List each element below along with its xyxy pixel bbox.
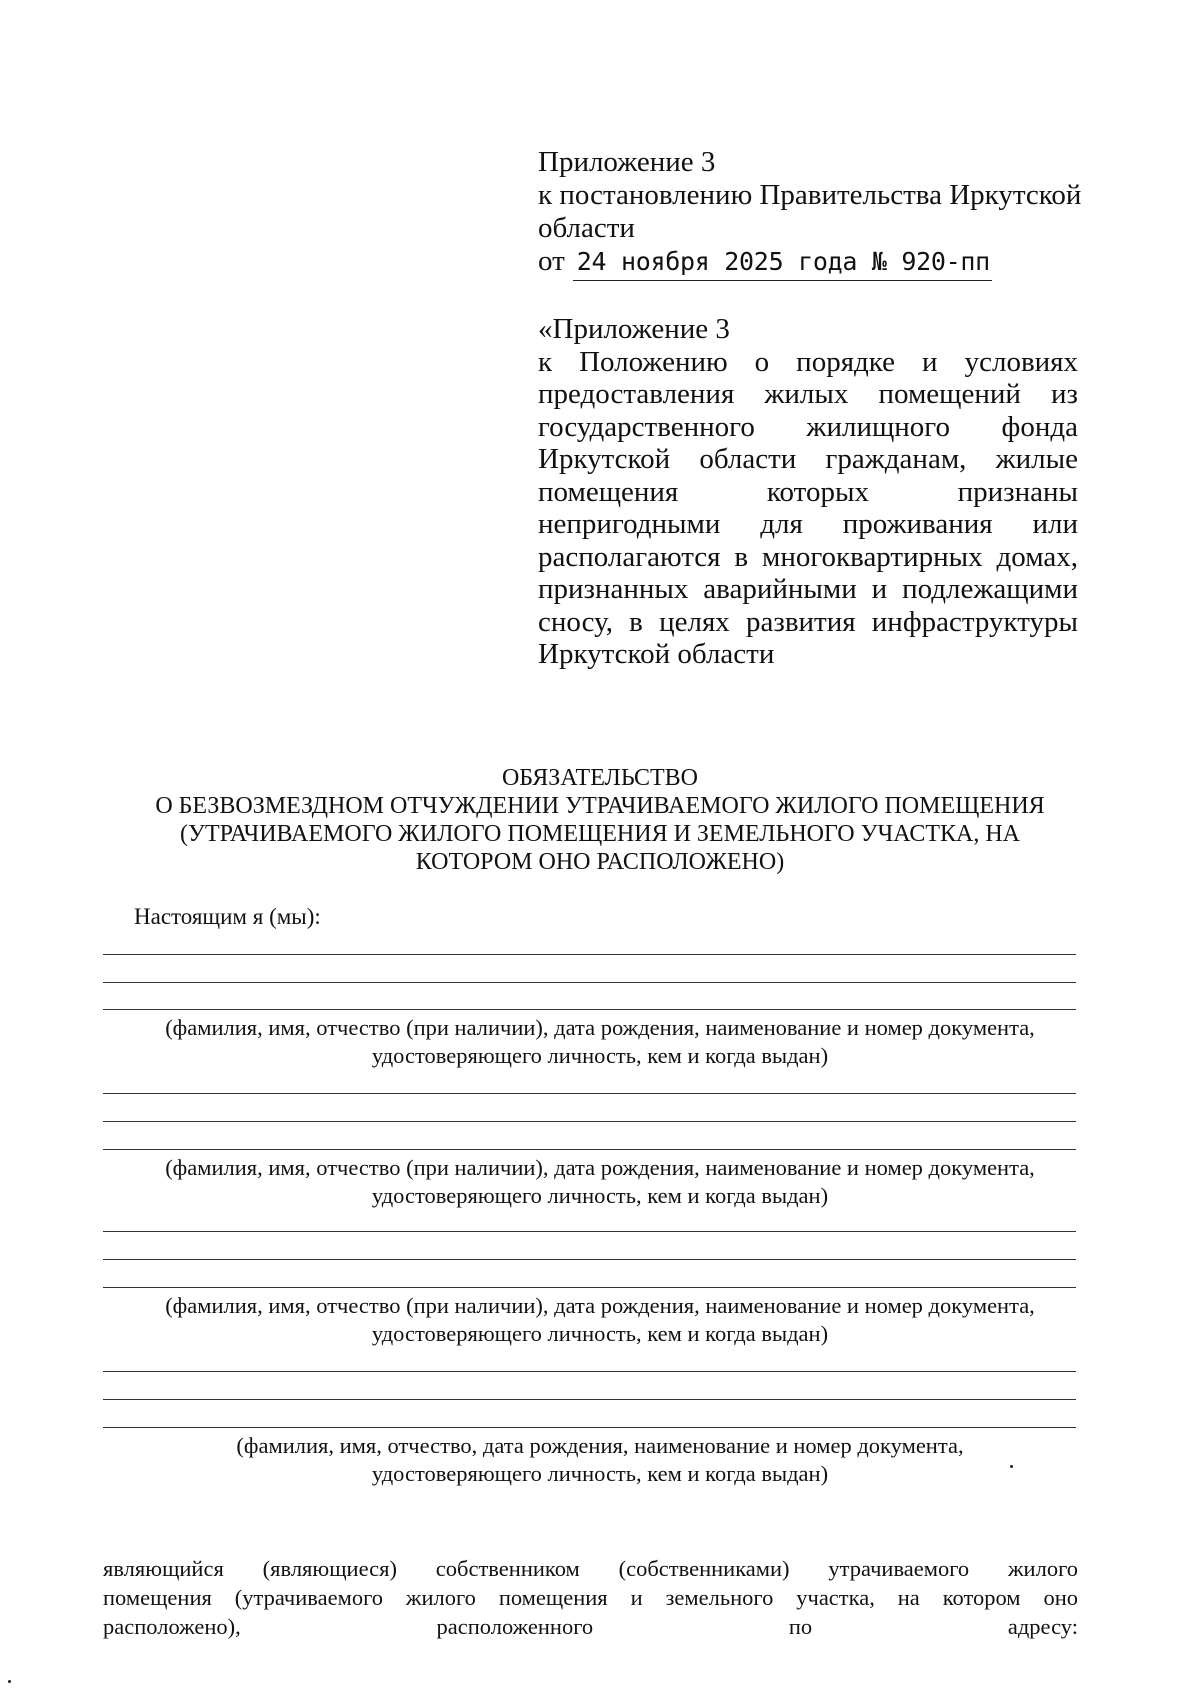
- order-prefix: от: [538, 245, 565, 277]
- resolution-reference-line1: к постановлению Правительства Иркутской: [538, 179, 1082, 211]
- caption-line: (фамилия, имя, отчество, дата рождения, наименование и номер документа,: [236, 1433, 964, 1458]
- order-date-number-value: 24 ноября 2025 года № 920-пп: [573, 245, 992, 281]
- fill-in-line: [103, 1287, 1076, 1288]
- appendix-number: Приложение 3: [538, 146, 716, 178]
- caption-line: удостоверяющего личность, кем и когда выдан): [371, 1183, 829, 1208]
- person-caption-2: [100, 1154, 1100, 1210]
- caption-line: удостоверяющего личность, кем и когда выдан): [371, 1321, 829, 1346]
- caption-line: (фамилия, имя, отчество (при наличии), дата рождения, наименование и номер документа,: [165, 1155, 1035, 1180]
- document-title-line4: КОТОРОМ ОНО РАСПОЛОЖЕНО): [415, 849, 785, 875]
- document-title-line2: О БЕЗВОЗМЕЗДНОМ ОТЧУЖДЕНИИ УТРАЧИВАЕМОГО ЖИЛОГО ПОМЕЩЕНИЯ: [155, 793, 1045, 819]
- fill-in-line: [103, 1371, 1076, 1372]
- fill-in-line: [103, 1149, 1076, 1150]
- fill-in-line: [103, 954, 1076, 955]
- appendix-header: [538, 146, 1082, 281]
- statement-line3: расположено), расположенного по адресу:: [103, 1614, 1078, 1639]
- regulation-appendix-text: к Положению о порядке и условиях предоставления жилых помещений из государственного жилищного фонда Иркутской области гражданам, жилые помещения которых признаны непригодными для проживания или располагаются в многоквартирных домах, признанных аварийными и подлежащими сносу, в целях развития инфраструктуры Иркутской области: [538, 345, 1078, 670]
- caption-line: удостоверяющего личность, кем и когда выдан): [371, 1461, 829, 1486]
- document-title-line1: ОБЯЗАТЕЛЬСТВО: [501, 765, 699, 791]
- fill-in-line: [103, 1399, 1076, 1400]
- resolution-date-number: [538, 245, 1078, 281]
- person-caption-1: [100, 1014, 1100, 1070]
- caption-line: (фамилия, имя, отчество (при наличии), дата рождения, наименование и номер документа,: [165, 1293, 1035, 1318]
- person-caption-4: [100, 1432, 1100, 1488]
- fill-in-line: [103, 982, 1076, 983]
- caption-line: удостоверяющего личность, кем и когда выдан): [371, 1043, 829, 1068]
- fill-in-line: [103, 1259, 1076, 1260]
- intro-text: Настоящим я (мы):: [134, 904, 321, 929]
- fill-in-line: [103, 1231, 1076, 1232]
- regulation-appendix-title: «Приложение 3: [538, 313, 730, 345]
- resolution-reference-line2: области: [538, 212, 635, 244]
- fill-in-line: [103, 1009, 1076, 1010]
- scan-speck: [8, 1680, 11, 1683]
- statement-line2: помещения (утрачиваемого жилого помещения и земельного участка, на котором оно: [103, 1585, 1078, 1610]
- statement-line1: являющийся (являющиеся) собственником (собственниками) утрачиваемого жилого: [103, 1556, 1078, 1581]
- person-caption-3: [100, 1292, 1100, 1348]
- document-title: [100, 764, 1100, 876]
- regulation-appendix-block: [538, 313, 1078, 671]
- fill-in-line: [103, 1121, 1076, 1122]
- fill-in-line: [103, 1093, 1076, 1094]
- ownership-statement: [103, 1554, 1078, 1641]
- fill-in-line: [103, 1427, 1076, 1428]
- scan-speck: [1010, 1465, 1013, 1468]
- caption-line: (фамилия, имя, отчество (при наличии), дата рождения, наименование и номер документа,: [165, 1015, 1035, 1040]
- document-title-line3: (УТРАЧИВАЕМОГО ЖИЛОГО ПОМЕЩЕНИЯ И ЗЕМЕЛЬНОГО УЧАСТКА, НА: [180, 821, 1020, 847]
